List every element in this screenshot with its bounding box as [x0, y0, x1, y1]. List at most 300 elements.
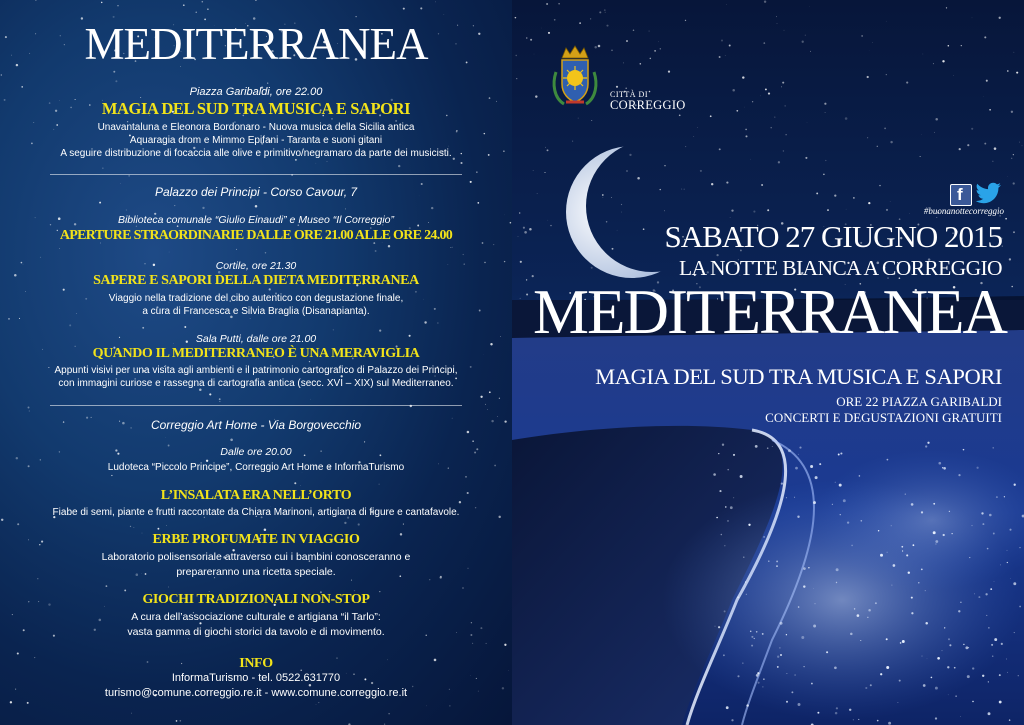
- water-sparkle: [813, 625, 816, 628]
- water-sparkle: [860, 520, 862, 522]
- water-sparkle: [906, 554, 908, 556]
- star: [40, 257, 41, 258]
- water-sparkle: [942, 467, 943, 468]
- water-sparkle: [958, 610, 960, 612]
- water-sparkle: [794, 497, 795, 498]
- water-sparkle: [905, 493, 906, 494]
- water-sparkle: [776, 560, 778, 562]
- event-time: Sala Putti, dalle ore 21.00: [195, 333, 317, 345]
- info-web[interactable]: turismo@comune.correggio.re.it - www.comune.correggio.re.it: [104, 687, 408, 699]
- star: [166, 525, 167, 526]
- star: [333, 329, 334, 330]
- water-sparkle: [880, 673, 882, 675]
- event-description: [0, 364, 512, 390]
- water-sparkle: [762, 633, 764, 635]
- star: [255, 205, 258, 208]
- water-sparkle: [813, 588, 814, 589]
- info-heading: INFO: [239, 656, 273, 671]
- water-sparkle: [791, 691, 793, 693]
- water-sparkle: [1004, 496, 1005, 497]
- star: [388, 713, 389, 714]
- water-sparkle: [1007, 550, 1008, 551]
- water-sparkle: [860, 640, 861, 641]
- star: [364, 441, 365, 442]
- water-sparkle: [767, 447, 769, 449]
- water-sparkle: [836, 582, 837, 583]
- water-sparkle: [727, 520, 729, 522]
- description-line: Laboratorio polisensoriale attraverso cui i bambini conosceranno e: [101, 551, 411, 563]
- event-description: [0, 292, 512, 318]
- water-sparkle: [988, 681, 989, 682]
- info-contacts: [0, 671, 512, 701]
- star: [29, 411, 30, 412]
- section-place: Palazzo dei Principi - Corso Cavour, 7: [154, 185, 358, 199]
- description-line: con immagini curiose e rassegna di cartografia antica (secc. XVI – XIX) sul Mediterraneo.: [58, 378, 454, 389]
- event-heading: GIOCHI TRADIZIONALI NON-STOP: [142, 592, 370, 607]
- event-description: [0, 550, 512, 580]
- star: [59, 248, 60, 249]
- water-sparkle: [748, 524, 750, 526]
- water-sparkle: [746, 704, 748, 706]
- program-title: MEDITERRANEA: [84, 19, 428, 69]
- section-subtitle: Ludoteca “Piccolo Principe”, Correggio Art Home e InformaTurismo: [107, 462, 405, 473]
- star: [142, 327, 144, 329]
- water-sparkle: [840, 452, 842, 454]
- water-sparkle: [763, 678, 764, 679]
- water-sparkle: [955, 695, 956, 696]
- water-sparkle: [768, 561, 769, 562]
- water-sparkle: [877, 720, 879, 722]
- water-sparkle: [737, 675, 739, 677]
- water-sparkle: [969, 557, 970, 558]
- water-sparkle: [722, 444, 724, 446]
- water-sparkle: [986, 615, 987, 616]
- star: [202, 207, 204, 209]
- water-sparkle: [886, 638, 888, 640]
- water-sparkle: [933, 503, 935, 505]
- star: [134, 527, 135, 528]
- water-sparkle: [781, 482, 783, 484]
- event-heading: ERBE PROFUMATE IN VIAGGIO: [152, 532, 360, 547]
- water-sparkle: [948, 638, 950, 640]
- water-sparkle: [943, 534, 945, 536]
- water-sparkle: [991, 644, 993, 646]
- section-place: Correggio Art Home - Via Borgovecchio: [150, 418, 362, 432]
- event-heading: MAGIA DEL SUD TRA MUSICA E SAPORI: [101, 99, 411, 118]
- star: [379, 484, 380, 485]
- water-sparkle: [835, 482, 836, 483]
- water-sparkle: [935, 717, 937, 719]
- coat-of-arms-icon: [550, 44, 600, 110]
- water-sparkle: [878, 530, 879, 531]
- star: [318, 702, 319, 703]
- water-sparkle: [745, 581, 746, 582]
- star: [180, 720, 182, 722]
- water-sparkle: [996, 496, 998, 498]
- water-sparkle: [786, 701, 788, 703]
- water-sparkle: [989, 514, 992, 517]
- water-sparkle: [1019, 547, 1020, 548]
- water-sparkle: [988, 627, 989, 628]
- water-sparkle: [834, 666, 837, 669]
- water-sparkle: [798, 454, 799, 455]
- water-sparkle: [886, 666, 889, 669]
- water-sparkle: [867, 617, 868, 618]
- water-sparkle: [746, 594, 747, 595]
- water-sparkle: [993, 533, 995, 535]
- water-sparkle: [794, 674, 796, 676]
- water-sparkle: [777, 656, 779, 658]
- water-sparkle: [763, 536, 765, 538]
- star: [169, 252, 170, 253]
- star: [472, 440, 474, 442]
- event-heading: QUANDO IL MEDITERRANEO È UNA MERAVIGLIA: [92, 346, 420, 361]
- water-sparkle: [801, 636, 804, 639]
- water-sparkle: [880, 554, 883, 557]
- water-sparkle: [1000, 564, 1001, 565]
- water-sparkle: [935, 687, 938, 690]
- water-sparkle: [826, 651, 828, 653]
- star: [487, 409, 488, 410]
- water-sparkle: [947, 666, 949, 668]
- water-sparkle: [985, 593, 987, 595]
- star: [183, 4, 185, 6]
- water-sparkle: [960, 716, 961, 717]
- water-sparkle: [935, 543, 936, 544]
- water-sparkle: [911, 612, 913, 614]
- water-sparkle: [817, 712, 819, 714]
- water-sparkle: [927, 442, 929, 444]
- star: [196, 12, 197, 13]
- star: [267, 83, 268, 84]
- city-label: CITTÀ DI: [610, 90, 648, 99]
- water-sparkle: [847, 521, 849, 523]
- water-sparkle: [1010, 578, 1011, 579]
- water-sparkle: [857, 614, 860, 617]
- water-sparkle: [814, 603, 815, 604]
- star: [184, 326, 186, 328]
- water-sparkle: [755, 445, 758, 448]
- city-name: CORREGGIO: [610, 98, 686, 112]
- water-sparkle: [724, 545, 725, 546]
- water-sparkle: [902, 640, 905, 643]
- water-sparkle: [911, 503, 914, 506]
- description-line: Unavantaluna e Eleonora Bordonaro - Nuova musica della Sicilia antica: [97, 122, 415, 133]
- star: [255, 0, 257, 1]
- water-sparkle: [887, 459, 889, 461]
- water-sparkle: [788, 449, 791, 452]
- event-description: Fiabe di semi, piante e frutti raccontate da Chiara Marinoni, artigiana di figure e cantafavole.: [52, 507, 460, 518]
- water-sparkle: [733, 497, 734, 498]
- event-heading: SAPERE E SAPORI DELLA DIETA MEDITERRANEA: [93, 273, 419, 288]
- water-sparkle: [840, 514, 841, 515]
- water-sparkle: [925, 445, 927, 447]
- water-sparkle: [902, 550, 903, 551]
- star: [113, 71, 115, 73]
- water-sparkle: [875, 602, 877, 604]
- water-sparkle: [944, 627, 945, 628]
- water-sparkle: [815, 476, 818, 479]
- cover-panel: [512, 0, 1024, 725]
- water-sparkle: [927, 658, 928, 659]
- star: [230, 439, 233, 442]
- water-sparkle: [754, 638, 755, 639]
- water-sparkle: [858, 719, 859, 720]
- water-sparkle: [725, 506, 726, 507]
- event-time: Dalle ore 20.00: [220, 446, 292, 458]
- divider: [50, 174, 462, 175]
- facebook-icon[interactable]: f: [950, 184, 972, 206]
- water-sparkle: [974, 593, 975, 594]
- water-sparkle: [1019, 606, 1021, 608]
- water-sparkle: [1014, 484, 1016, 486]
- water-sparkle: [1013, 582, 1016, 585]
- water-sparkle: [952, 533, 953, 534]
- water-sparkle: [868, 609, 871, 612]
- star: [403, 524, 404, 525]
- water-sparkle: [724, 610, 726, 612]
- star: [486, 643, 487, 644]
- water-sparkle: [819, 463, 821, 465]
- water-sparkle: [758, 682, 760, 684]
- water-sparkle: [799, 447, 801, 449]
- water-sparkle: [949, 644, 951, 646]
- star: [102, 168, 103, 169]
- star: [202, 1, 204, 3]
- water-sparkle: [937, 657, 940, 660]
- water-sparkle: [938, 462, 941, 465]
- star: [28, 407, 30, 409]
- water-sparkle: [949, 511, 950, 512]
- water-sparkle: [742, 663, 743, 664]
- water-sparkle: [1009, 719, 1011, 721]
- water-sparkle: [992, 655, 993, 656]
- water-sparkle: [891, 585, 892, 586]
- water-sparkle: [981, 512, 983, 514]
- star: [219, 398, 221, 400]
- star: [480, 396, 482, 398]
- description-line: vasta gamma di giochi storici da tavolo e di movimento.: [127, 626, 385, 638]
- twitter-icon[interactable]: [974, 182, 1002, 206]
- water-sparkle: [963, 449, 965, 451]
- water-sparkle: [993, 447, 994, 448]
- water-sparkle: [743, 557, 744, 558]
- water-sparkle: [713, 473, 716, 476]
- water-sparkle: [901, 546, 903, 548]
- star: [17, 523, 19, 525]
- water-sparkle: [948, 694, 949, 695]
- event-date: SABATO 27 GIUGNO 2015: [664, 219, 1002, 254]
- star: [99, 202, 101, 204]
- star: [27, 702, 29, 704]
- water-sparkle: [740, 475, 743, 478]
- water-sparkle: [853, 719, 854, 720]
- star: [388, 245, 390, 247]
- star: [345, 208, 346, 209]
- star: [17, 652, 19, 654]
- star: [358, 523, 360, 525]
- water-sparkle: [972, 667, 974, 669]
- star: [129, 175, 130, 176]
- water-sparkle: [865, 687, 867, 689]
- star: [294, 482, 296, 484]
- star: [219, 401, 220, 402]
- water-sparkle: [925, 622, 928, 625]
- water-sparkle: [943, 467, 946, 470]
- water-sparkle: [891, 525, 892, 526]
- star: [403, 8, 405, 10]
- water-sparkle: [715, 626, 716, 627]
- cover-detail: CONCERTI E DEGUSTAZIONI GRATUITI: [765, 410, 1002, 425]
- star: [470, 181, 472, 183]
- water-sparkle: [918, 582, 919, 583]
- star: [35, 0, 36, 1]
- star: [431, 207, 433, 209]
- star: [435, 2, 436, 3]
- star: [117, 5, 118, 6]
- water-sparkle: [1007, 562, 1008, 563]
- water-sparkle: [982, 675, 984, 677]
- water-sparkle: [1009, 529, 1011, 531]
- water-sparkle: [811, 683, 813, 685]
- star: [207, 8, 209, 10]
- water-sparkle: [803, 585, 805, 587]
- water-sparkle: [921, 511, 923, 513]
- water-sparkle: [836, 707, 838, 709]
- water-sparkle: [1001, 643, 1003, 645]
- water-sparkle: [982, 523, 984, 525]
- water-sparkle: [727, 469, 729, 471]
- water-sparkle: [779, 647, 780, 648]
- event-heading: APERTURE STRAORDINARIE DALLE ORE 21.00 ALLE ORE 24.00: [59, 228, 453, 243]
- water-sparkle: [859, 475, 861, 477]
- water-sparkle: [999, 701, 1002, 704]
- cover-detail: ORE 22 PIAZZA GARIBALDI: [836, 394, 1002, 409]
- water-sparkle: [750, 631, 752, 633]
- star: [130, 526, 131, 527]
- star: [10, 701, 12, 703]
- water-sparkle: [726, 706, 729, 709]
- water-sparkle: [723, 654, 725, 656]
- star: [398, 165, 400, 167]
- water-sparkle: [1007, 672, 1008, 673]
- star: [168, 586, 169, 587]
- water-sparkle: [751, 645, 753, 647]
- info-phone: InformaTurismo - tel. 0522.631770: [171, 672, 341, 684]
- water-sparkle: [762, 686, 763, 687]
- star: [340, 289, 341, 290]
- star: [437, 322, 438, 323]
- water-sparkle: [972, 525, 973, 526]
- star: [451, 247, 452, 248]
- water-sparkle: [786, 673, 787, 674]
- water-sparkle: [897, 702, 898, 703]
- water-sparkle: [933, 531, 936, 534]
- water-sparkle: [786, 497, 787, 498]
- water-sparkle: [835, 712, 838, 715]
- water-sparkle: [967, 675, 970, 678]
- water-sparkle: [756, 674, 759, 677]
- water-sparkle: [887, 552, 888, 553]
- water-sparkle: [803, 567, 806, 570]
- water-sparkle: [987, 548, 989, 550]
- star: [310, 399, 311, 400]
- event-description: [0, 610, 512, 640]
- description-line: Appunti visivi per una visita agli ambienti e il patrimonio cartografico di Palazzo dei Principi,: [54, 365, 458, 376]
- water-sparkle: [923, 684, 926, 687]
- star: [111, 475, 112, 476]
- water-sparkle: [899, 680, 901, 682]
- star: [485, 404, 486, 405]
- star: [477, 202, 479, 204]
- water-sparkle: [813, 501, 816, 504]
- water-sparkle: [780, 622, 783, 625]
- section-place: Piazza Garibaldi, ore 22.00: [189, 86, 323, 98]
- star: [236, 249, 237, 250]
- water-sparkle: [718, 453, 719, 454]
- water-sparkle: [719, 490, 721, 492]
- water-sparkle: [718, 626, 720, 628]
- water-sparkle: [832, 504, 833, 505]
- water-sparkle: [925, 590, 926, 591]
- water-sparkle: [960, 602, 961, 603]
- water-sparkle: [870, 684, 872, 686]
- water-sparkle: [990, 588, 992, 590]
- star: [379, 329, 381, 331]
- star: [176, 720, 178, 722]
- water-sparkle: [988, 712, 991, 715]
- water-sparkle: [836, 568, 839, 571]
- water-sparkle: [756, 631, 758, 633]
- star: [209, 393, 211, 395]
- water-sparkle: [978, 596, 980, 598]
- water-sparkle: [893, 564, 896, 567]
- star: [327, 161, 328, 162]
- star: [476, 172, 477, 173]
- star: [1, 74, 2, 75]
- description-line: a cura di Francesca e Silvia Braglia (Disanapianta).: [142, 306, 370, 317]
- cover-tagline: MAGIA DEL SUD TRA MUSICA E SAPORI: [595, 364, 1002, 389]
- star: [250, 318, 251, 319]
- star: [101, 2, 103, 4]
- water-sparkle: [954, 667, 956, 669]
- star: [489, 391, 491, 393]
- event-subtitle: LA NOTTE BIANCA A CORREGGIO: [678, 256, 1002, 280]
- water-sparkle: [777, 666, 779, 668]
- water-sparkle: [958, 474, 960, 476]
- star: [344, 522, 346, 524]
- water-sparkle: [888, 722, 891, 725]
- hashtag: #buonanottecorreggio: [923, 206, 1004, 216]
- water-sparkle: [963, 644, 964, 645]
- star: [131, 713, 132, 714]
- star: [449, 705, 450, 706]
- water-sparkle: [965, 646, 968, 649]
- water-sparkle: [908, 571, 910, 573]
- star: [472, 643, 473, 644]
- star: [174, 205, 175, 206]
- star: [493, 244, 494, 245]
- star: [115, 80, 117, 82]
- water-sparkle: [780, 654, 782, 656]
- water-sparkle: [839, 484, 842, 487]
- description-line: Aquaragia drom e Mimmo Epifani - Taranta e suoni gitani: [129, 135, 383, 146]
- water-sparkle: [716, 517, 718, 519]
- star: [300, 485, 301, 486]
- water-sparkle: [751, 636, 753, 638]
- water-sparkle: [786, 634, 787, 635]
- water-sparkle: [808, 567, 809, 568]
